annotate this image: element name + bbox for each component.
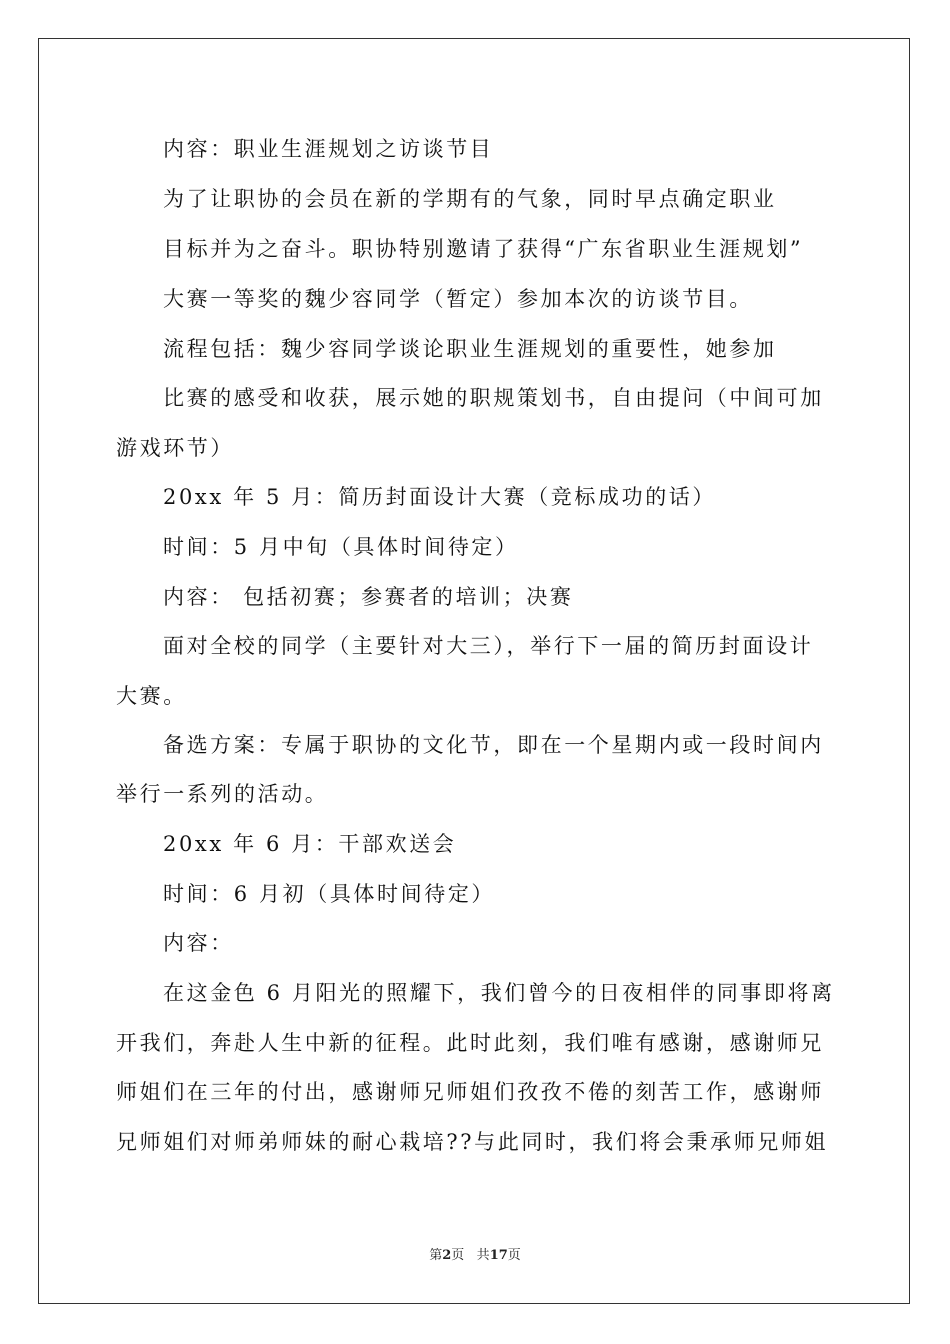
text-line-20: 师姐们在三年的付出，感谢师兄师姐们孜孜不倦的刻苦工作，感谢师 [116, 1080, 824, 1104]
text-line-5: 流程包括：魏少容同学谈论职业生涯规划的重要性，她参加 [163, 337, 777, 361]
text-line-15: 20xx 年 6 月：干部欢送会 [163, 832, 457, 856]
page-footer [0, 1248, 950, 1264]
text-line-1: 内容：职业生涯规划之访谈节目 [163, 137, 494, 161]
text-line-7: 游戏环节） [116, 436, 234, 460]
text-line-17: 内容： [163, 931, 234, 955]
text-line-8: 20xx 年 5 月：简历封面设计大赛（竞标成功的话） [163, 485, 716, 509]
page-unit: 页 [451, 1248, 465, 1263]
total-prefix: 共 [476, 1248, 490, 1263]
text-line-2: 为了让职协的会员在新的学期有的气象，同时早点确定职业 [163, 187, 777, 211]
total-unit: 页 [507, 1248, 521, 1263]
page-prefix: 第 [429, 1248, 443, 1263]
text-line-21: 兄师姐们对师弟师妹的耐心栽培??与此同时，我们将会秉承师兄师姐 [116, 1130, 829, 1154]
text-line-11: 面对全校的同学（主要针对大三），举行下一届的简历封面设计 [163, 634, 814, 658]
page-border [38, 38, 910, 1304]
text-line-14: 举行一系列的活动。 [116, 782, 329, 806]
text-line-3: 目标并为之奋斗。职协特别邀请了获得“广东省职业生涯规划” [163, 237, 804, 261]
text-line-9: 时间：5 月中旬（具体时间待定） [163, 535, 519, 559]
text-line-13: 备选方案：专属于职协的文化节，即在一个星期内或一段时间内 [163, 733, 824, 757]
text-line-19: 开我们，奔赴人生中新的征程。此时此刻，我们唯有感谢，感谢师兄 [116, 1031, 824, 1055]
text-line-6: 比赛的感受和收获，展示她的职规策划书，自由提问（中间可加 [163, 386, 824, 410]
total-pages: 17 [489, 1248, 508, 1263]
text-line-16: 时间：6 月初（具体时间待定） [163, 882, 496, 906]
text-line-10: 内容： 包括初赛；参赛者的培训；决赛 [163, 585, 574, 609]
text-line-18: 在这金色 6 月阳光的照耀下，我们曾今的日夜相伴的同事即将离 [163, 981, 835, 1005]
text-line-4: 大赛一等奖的魏少容同学（暂定）参加本次的访谈节目。 [163, 287, 753, 311]
text-line-12: 大赛。 [116, 684, 187, 708]
page-number: 2 [442, 1248, 452, 1263]
